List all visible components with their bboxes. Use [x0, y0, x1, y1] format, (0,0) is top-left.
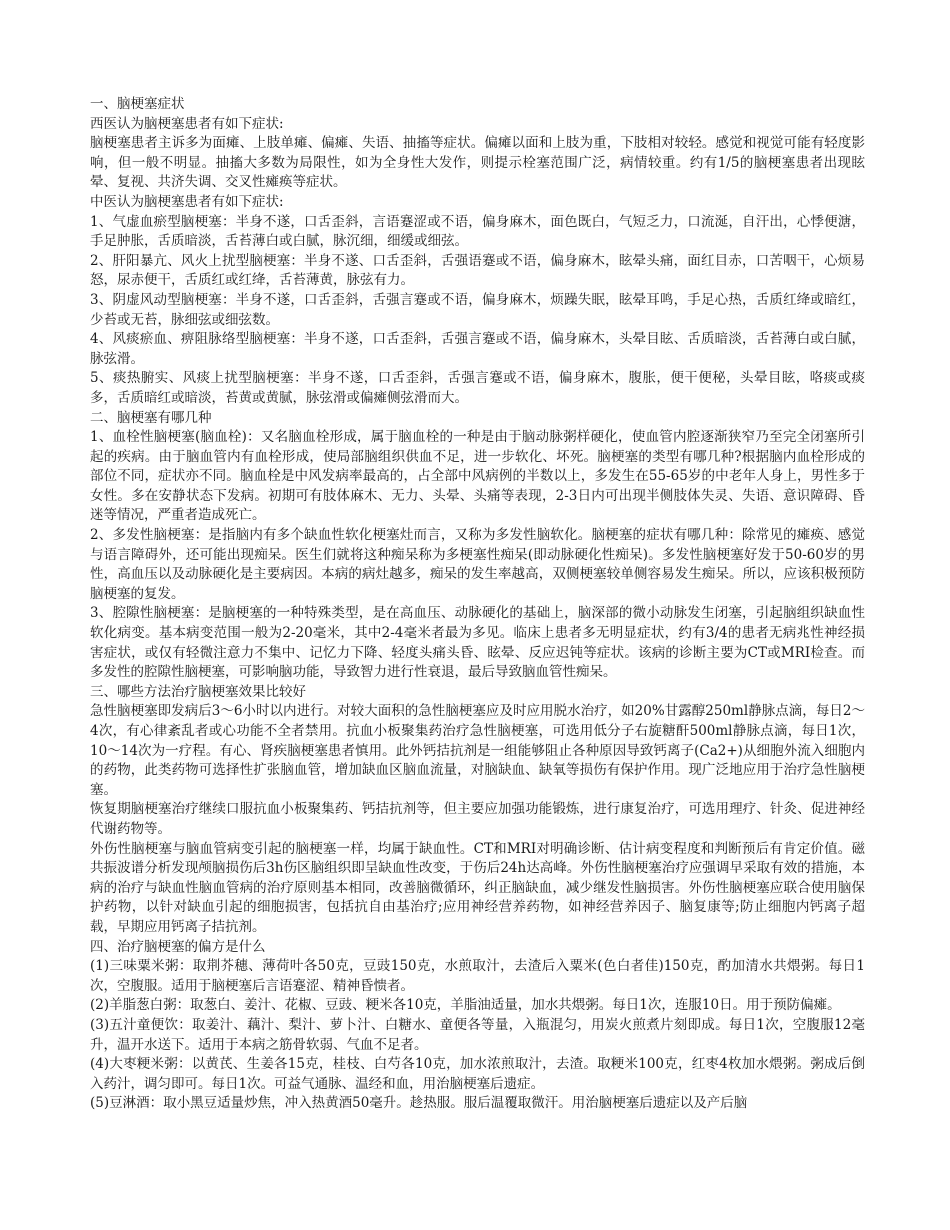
- paragraph: 5、痰热腑实、风痰上扰型脑梗塞：半身不遂，口舌歪斜，舌强言蹇或不语，偏身麻木，腹胀，便干便秘，头晕目眩，咯痰或痰多，舌质暗红或暗淡，苔黄或黄腻，脉弦滑或偏瘫侧弦滑而大。: [90, 370, 865, 406]
- section-types: [90, 409, 865, 683]
- section-heading: 四、治疗脑梗塞的偏方是什么: [90, 938, 266, 955]
- paragraph: 恢复期脑梗塞治疗继续口服抗血小板聚集药、钙拮抗剂等，但主要应加强功能锻炼，进行康复治疗，可选用理疗、针灸、促进神经代谢药物等。: [90, 801, 865, 837]
- paragraph: 4、风痰瘀血、痹阻脉络型脑梗塞：半身不遂，口舌歪斜，舌强言蹇或不语，偏身麻木，头晕目眩、舌质暗淡，舌苔薄白或白腻，脉弦滑。: [90, 331, 865, 367]
- paragraph: 外伤性脑梗塞与脑血管病变引起的脑梗塞一样，均属于缺血性。CT和MRI对明确诊断、估计病变程度和判断预后有肯定价值。磁共振波谱分析发现颅脑损伤后3h伤区脑组织即呈缺血性改变，于伤后24h达高峰。外伤性脑梗塞治疗应强调早采取有效的措施，本病的治疗与缺血性脑血管病的治疗原则基本相同，改善脑微循环，纠正脑缺血，减少继发性脑损害。外伤性脑梗塞应联合使用脑保护药物，以针对缺血引起的细胞损害，包括抗自由基治疗;应用神经营养药物，如神经营养因子、脑复康等;防止细胞内钙离子超载，早期应用钙离子拮抗剂。: [90, 840, 865, 935]
- paragraph: 1、血栓性脑梗塞(脑血栓)：又名脑血栓形成，属于脑血栓的一种是由于脑动脉粥样硬化，使血管内腔逐渐狭窄乃至完全闭塞所引起的疾病。由于脑血管内有血栓形成，使局部脑组织供血不足，进一步软化、坏死。脑梗塞的类型有哪几种?根据脑内血栓形成的部位不同，症状亦不同。脑血栓是中风发病率最高的，占全部中风病例的半数以上，多发生在55-65岁的中老年人身上，男性多于女性。多在安静状态下发病。初期可有肢体麻木、无力、头晕、头痛等表现，2-3日内可出现半侧肢体失灵、失语、意识障碍、昏迷等情况，严重者造成死亡。: [90, 429, 865, 524]
- section-symptoms: [90, 95, 865, 409]
- section-heading: 三、哪些方法治疗脑梗塞效果比较好: [90, 683, 306, 700]
- section-heading: 一、脑梗塞症状: [90, 96, 185, 112]
- paragraph: 西医认为脑梗塞患者有如下症状:: [90, 115, 284, 132]
- paragraph: 2、肝阳暴亢、风火上扰型脑梗塞：半身不遂、口舌歪斜，舌强语蹇或不语，偏身麻木，眩晕头痛，面红目赤，口苦咽干，心烦易怒，尿赤便干，舌质红或红绛，舌苔薄黄，脉弦有力。: [90, 252, 865, 289]
- paragraph: 1、气虚血瘀型脑梗塞：半身不遂，口舌歪斜，言语蹇涩或不语，偏身麻木，面色既白，气短乏力，口流涎，自汗出，心悸便溏，手足肿胀，舌质暗淡，舌苔薄白或白腻，脉沉细，细缓或细弦。: [90, 213, 865, 250]
- paragraph: (1)三味粟米粥：取荆芥穗、薄荷叶各50克，豆豉150克，水煎取汁，去渣后入粟米(色白者佳)150克，酌加清水共煨粥。每日1次，空腹服。适用于脑梗塞后言语蹇涩、精神昏愦者。: [90, 958, 865, 994]
- paragraph: 脑梗塞患者主诉多为面瘫、上肢单瘫、偏瘫、失语、抽搐等症状。偏瘫以面和上肢为重，下肢相对较轻。感觉和视觉可能有轻度影响，但一般不明显。抽搐大多数为局限性，如为全身性大发作，则提示栓塞范围广泛，病情较重。约有1/5的脑梗塞患者出现眩晕、复视、共济失调、交叉性瘫痪等症状。: [90, 135, 865, 191]
- paragraph: 2、多发性脑梗塞：是指脑内有多个缺血性软化梗塞灶而言，又称为多发性脑软化。脑梗塞的症状有哪几种：除常见的瘫痪、感觉与语言障碍外，还可能出现痴呆。医生们就将这种痴呆称为多梗塞性痴呆(即动脉硬化性痴呆)。多发性脑梗塞好发于50-60岁的男性，高血压以及动脉硬化是主要病因。本病的病灶越多，痴呆的发生率越高，双侧梗塞较单侧容易发生痴呆。所以，应该积极预防脑梗塞的复发。: [90, 527, 865, 602]
- section-heading: 二、脑梗塞有哪几种: [90, 409, 212, 426]
- paragraph: 3、腔隙性脑梗塞：是脑梗塞的一种特殊类型，是在高血压、动脉硬化的基础上，脑深部的微小动脉发生闭塞，引起脑组织缺血性软化病变。基本病变范围一般为2-20毫米，其中2-4毫米者最为多见。临床上患者多无明显症状，约有3/4的患者无病兆性神经损害症状，或仅有轻微注意力不集中、记忆力下降、轻度头痛头昏、眩晕、反应迟钝等症状。该病的诊断主要为CT或MRI检查。而多发性的腔隙性脑梗塞，可影响脑功能，导致智力进行性衰退，最后导致脑血管性痴呆。: [90, 605, 865, 681]
- paragraph: 急性脑梗塞即发病后3～6小时以内进行。对较大面积的急性脑梗塞应及时应用脱水治疗，如20%甘露醇250ml静脉点滴，每日2～4次，有心律紊乱者或心功能不全者禁用。抗血小板聚集药治疗急性脑梗塞，可选用低分子右旋糖酐500ml静脉点滴，每日1次，10～14次为一疗程。有心、肾疾脑梗塞患者慎用。此外钙拮抗剂是一组能够阻止各种原因导致钙离子(Ca2+)从细胞外流入细胞内的药物，此类药物可选择性扩张脑血管，增加缺血区脑血流量，对脑缺血、缺氧等损伤有保护作用。现广泛地应用于治疗急性脑梗塞。: [90, 703, 865, 798]
- paragraph: (4)大枣粳米粥：以黄芪、生姜各15克，桂枝、白芍各10克，加水浓煎取汁，去渣。取粳米100克，红枣4枚加水煨粥。粥成后倒入药汁，调匀即可。每日1次。可益气通脉、温经和血，用治脑梗塞后遗症。: [90, 1056, 865, 1092]
- section-folk-remedies: [90, 938, 865, 1114]
- paragraph: (2)羊脂葱白粥：取葱白、姜汁、花椒、豆豉、粳米各10克，羊脂油适量，加水共煨粥。每日1次，连服10日。用于预防偏瘫。: [90, 997, 841, 1014]
- paragraph: 中医认为脑梗塞患者有如下症状:: [90, 193, 284, 210]
- section-treatment: [90, 683, 865, 938]
- paragraph: (3)五汁童便饮：取姜汁、藕汁、梨汁、萝卜汁、白糖水、童便各等量，入瓶混匀，用炭火煎煮片刻即成。每日1次，空腹服12毫升，温开水送下。适用于本病之筋骨软弱、气血不足者。: [90, 1016, 865, 1053]
- document-page: [90, 95, 865, 1114]
- paragraph: 3、阴虚风动型脑梗塞：半身不遂，口舌歪斜，舌强言蹇或不语，偏身麻木，烦躁失眠，眩晕耳鸣，手足心热，舌质红绛或暗红，少苔或无苔，脉细弦或细弦数。: [90, 291, 865, 328]
- paragraph: (5)豆淋酒：取小黑豆适量炒焦，冲入热黄酒50毫升。趁热服。服后温覆取微汗。用治脑梗塞后遗症以及产后脑: [90, 1095, 748, 1112]
